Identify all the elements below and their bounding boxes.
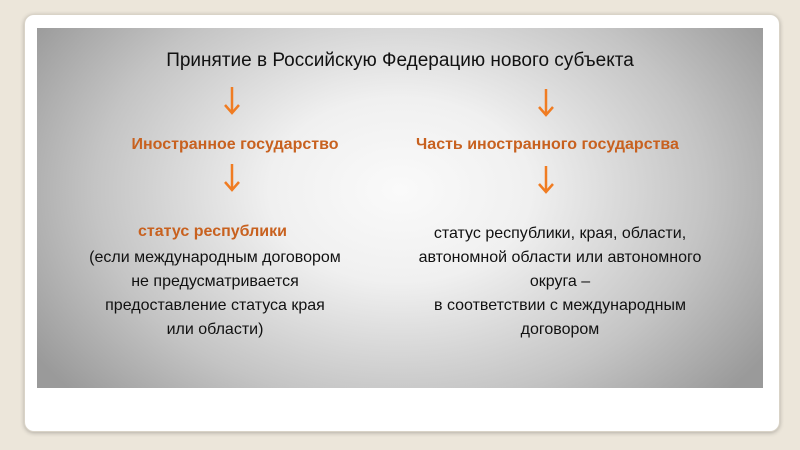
left-heading: Иностранное государство	[131, 136, 339, 153]
text-line: в соответствии с международным	[434, 297, 686, 314]
arrow-down-icon	[536, 165, 556, 195]
left-status: статус республики	[138, 223, 287, 240]
left-description	[45, 246, 385, 342]
slide-title: Принятие в Российскую Федерацию нового субъекта	[166, 50, 634, 71]
text-line: не предусматривается	[131, 273, 299, 290]
arrow-down-icon	[536, 88, 556, 118]
text-line: статус республики, края, области,	[433, 225, 687, 242]
text-line: округа –	[529, 273, 591, 290]
right-heading: Часть иностранного государства	[416, 136, 679, 153]
arrow-down-icon	[222, 86, 242, 116]
text-line: договором	[520, 321, 600, 338]
text-line: автономной области или автономного	[418, 249, 702, 266]
text-line: предоставление статуса края	[105, 297, 325, 314]
text-line: (если международным договором	[89, 249, 341, 266]
right-description	[390, 222, 730, 342]
text-line: или области)	[166, 321, 264, 338]
arrow-down-icon	[222, 163, 242, 193]
